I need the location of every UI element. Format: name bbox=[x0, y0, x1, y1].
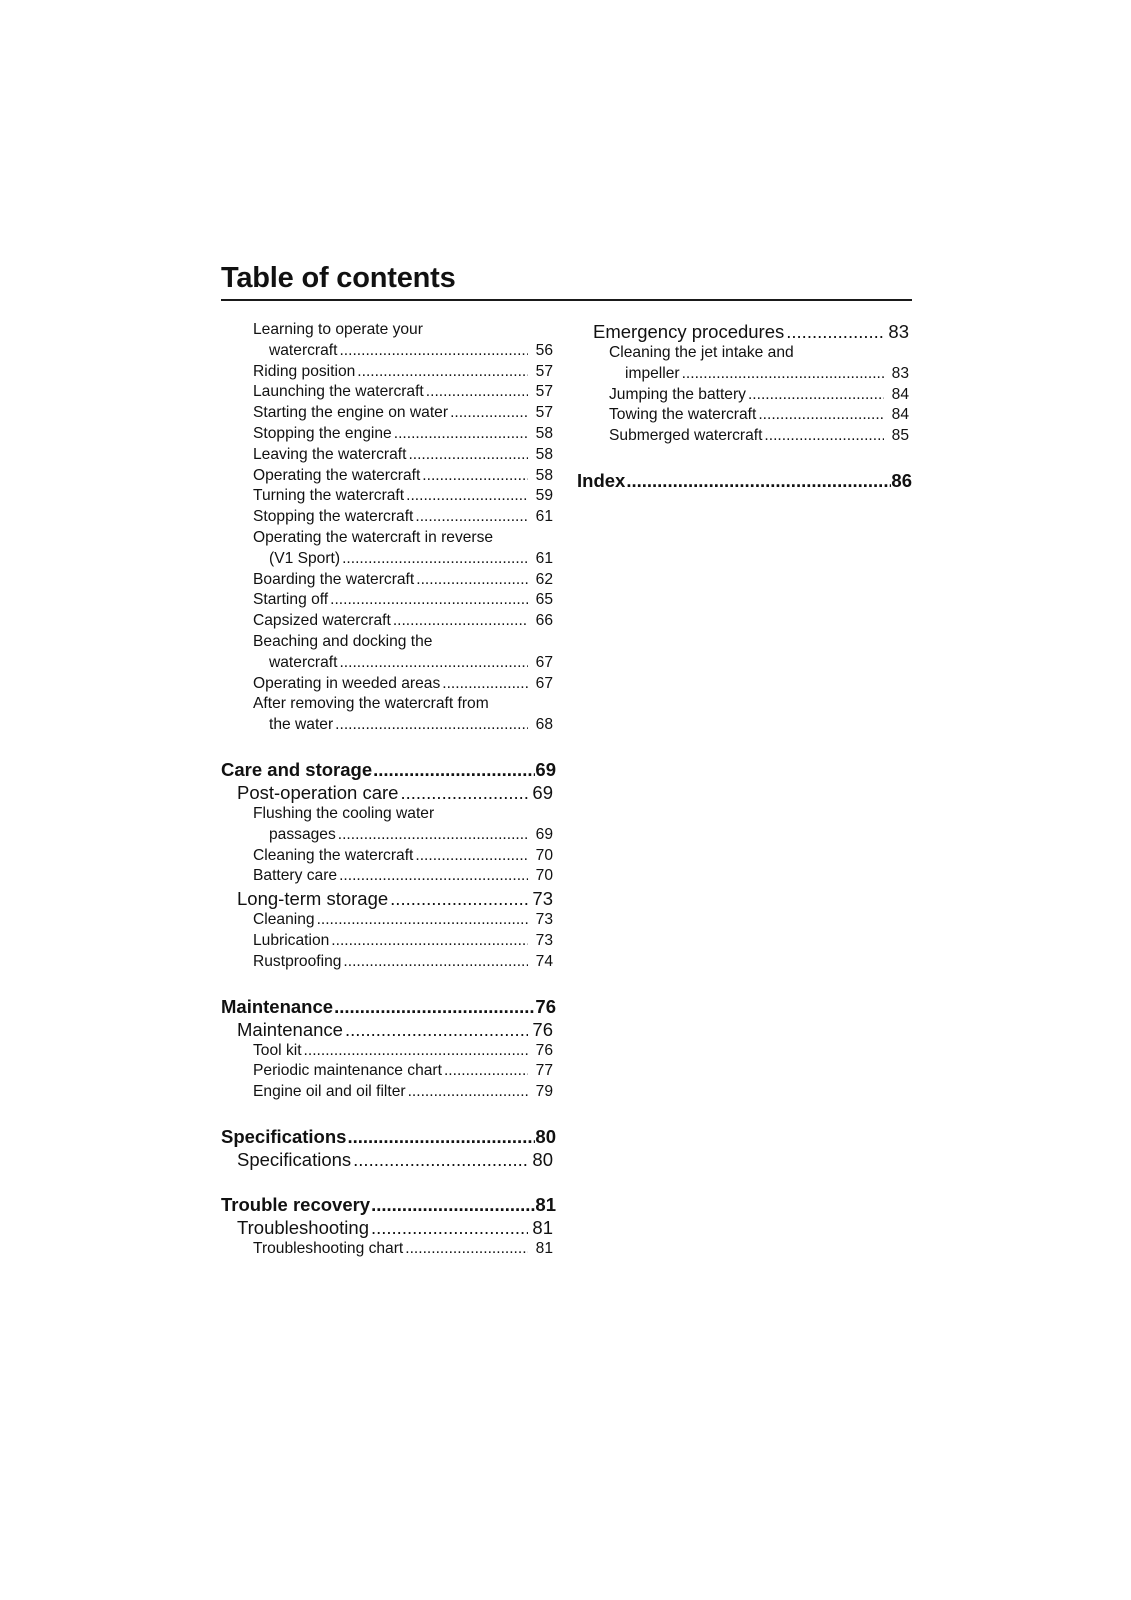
toc-entry-text: Care and storage bbox=[221, 758, 373, 780]
page-number: 61 bbox=[535, 549, 553, 567]
toc-entry-text: Tool kit bbox=[253, 1041, 302, 1059]
toc-entry-text: Battery care bbox=[253, 867, 338, 885]
leader-dots bbox=[408, 445, 528, 466]
leader-dots bbox=[406, 486, 528, 507]
toc-subsection[interactable] bbox=[221, 570, 556, 591]
page-number: 83 bbox=[888, 321, 909, 342]
page-number: 65 bbox=[535, 591, 553, 609]
toc-entry-text: Riding position bbox=[253, 362, 356, 380]
page-number: 57 bbox=[535, 362, 553, 380]
page-number: 67 bbox=[535, 653, 553, 671]
toc-entry-text: Maintenance bbox=[237, 1018, 343, 1040]
toc-entry-text: Capsized watercraft bbox=[253, 612, 391, 630]
leader-dots bbox=[416, 570, 528, 591]
page-number: 69 bbox=[535, 758, 556, 780]
toc-subsection[interactable] bbox=[221, 445, 556, 466]
toc-subsection[interactable] bbox=[221, 466, 556, 487]
toc-subsection[interactable] bbox=[221, 590, 556, 611]
toc-subsection[interactable] bbox=[221, 1061, 556, 1082]
leader-dots bbox=[371, 1193, 535, 1216]
toc-entry-text: Specifications bbox=[221, 1125, 347, 1147]
toc-chapter[interactable] bbox=[577, 469, 912, 492]
toc-entry-text: impeller bbox=[625, 364, 680, 382]
page-number: 73 bbox=[535, 911, 553, 929]
toc-entry-text: Flushing the cooling water bbox=[253, 804, 435, 822]
toc-entry-text: Operating in weeded areas bbox=[253, 674, 441, 692]
toc-entry-text: Cleaning bbox=[253, 911, 315, 929]
page-number: 58 bbox=[535, 445, 553, 463]
toc-subsection[interactable] bbox=[577, 405, 912, 426]
toc-entry-text: Rustproofing bbox=[253, 952, 342, 970]
toc-subsection[interactable] bbox=[221, 952, 556, 973]
toc-subsection[interactable] bbox=[221, 362, 556, 383]
toc-entry-text: After removing the watercraft from bbox=[253, 695, 489, 713]
leader-dots bbox=[415, 507, 528, 528]
page-number: 57 bbox=[535, 383, 553, 401]
toc-section[interactable] bbox=[221, 781, 556, 804]
toc-entry-text: Troubleshooting chart bbox=[253, 1239, 404, 1257]
page-number: 70 bbox=[535, 867, 553, 885]
toc-subsection[interactable] bbox=[221, 507, 556, 528]
toc-entry-text: Cleaning the watercraft bbox=[253, 846, 414, 864]
leader-dots bbox=[408, 1082, 528, 1103]
page-number: 76 bbox=[535, 1041, 553, 1059]
leader-dots bbox=[626, 469, 891, 492]
toc-entry-text: Cleaning the jet intake and bbox=[609, 344, 794, 361]
toc-entry-text: Emergency procedures bbox=[593, 321, 785, 342]
page-number: 76 bbox=[532, 1018, 553, 1040]
toc-subsection[interactable] bbox=[221, 403, 556, 424]
leader-dots bbox=[357, 362, 528, 383]
toc-subsection[interactable] bbox=[221, 632, 556, 674]
toc-subsection[interactable] bbox=[221, 320, 556, 362]
leader-dots bbox=[758, 405, 884, 426]
page-number: 58 bbox=[535, 424, 553, 442]
leader-dots bbox=[415, 846, 528, 867]
leader-dots bbox=[400, 781, 528, 804]
toc-subsection[interactable] bbox=[221, 1239, 556, 1260]
toc-subsection[interactable] bbox=[221, 424, 556, 445]
page-number: 76 bbox=[535, 995, 556, 1017]
toc-subsection[interactable] bbox=[221, 382, 556, 403]
toc-entry-text: Troubleshooting bbox=[237, 1216, 369, 1238]
leader-dots bbox=[335, 715, 528, 736]
toc-section[interactable] bbox=[221, 887, 556, 910]
toc-entry-text: Periodic maintenance chart bbox=[253, 1062, 442, 1080]
toc-subsection[interactable] bbox=[577, 343, 912, 385]
leader-dots bbox=[347, 1125, 535, 1148]
toc-entry-text: Index bbox=[577, 469, 626, 491]
page-number: 67 bbox=[535, 674, 553, 692]
leader-dots bbox=[422, 466, 528, 487]
toc-subsection[interactable] bbox=[221, 910, 556, 931]
leader-dots bbox=[334, 995, 535, 1018]
toc-entry-text: Starting off bbox=[253, 591, 329, 609]
page-number: 62 bbox=[535, 570, 553, 588]
toc-entry-text: passages bbox=[269, 825, 336, 843]
toc-entry-text: watercraft bbox=[269, 653, 338, 671]
leader-dots bbox=[339, 866, 528, 887]
section-gap bbox=[221, 973, 556, 995]
leader-dots bbox=[342, 549, 528, 570]
toc-subsection[interactable] bbox=[221, 1082, 556, 1103]
leader-dots bbox=[338, 825, 528, 846]
leader-dots bbox=[317, 910, 528, 931]
page-number: 83 bbox=[891, 364, 909, 382]
section-gap bbox=[221, 736, 556, 758]
page-number: 56 bbox=[535, 341, 553, 359]
toc-entry-text: Trouble recovery bbox=[221, 1193, 371, 1215]
toc-entry-text: Submerged watercraft bbox=[609, 427, 763, 445]
page-number: 73 bbox=[535, 931, 553, 949]
page-number: 80 bbox=[535, 1125, 556, 1147]
leader-dots bbox=[426, 382, 528, 403]
page-number: 77 bbox=[535, 1062, 553, 1080]
leader-dots bbox=[405, 1239, 528, 1260]
toc-entry-text: Beaching and docking the bbox=[253, 632, 433, 650]
toc-subsection[interactable] bbox=[221, 528, 556, 570]
toc-entry-text: Engine oil and oil filter bbox=[253, 1083, 406, 1101]
page-number: 59 bbox=[535, 487, 553, 505]
page-number: 69 bbox=[535, 825, 553, 843]
leader-dots bbox=[682, 364, 884, 385]
toc-entry-text: Post-operation care bbox=[237, 781, 399, 803]
toc-section[interactable] bbox=[221, 1148, 556, 1171]
toc-subsection[interactable] bbox=[221, 486, 556, 507]
page-number: 61 bbox=[535, 508, 553, 526]
page-number: 58 bbox=[535, 466, 553, 484]
toc-entry-text: Launching the watercraft bbox=[253, 383, 424, 401]
leader-dots bbox=[442, 674, 528, 695]
leader-dots bbox=[393, 611, 528, 632]
page-number: 86 bbox=[891, 469, 912, 491]
page-title: Table of contents bbox=[221, 262, 456, 294]
page-number: 84 bbox=[891, 406, 909, 424]
page-number: 66 bbox=[535, 612, 553, 630]
toc-entry-text: watercraft bbox=[269, 341, 338, 359]
page-number: 73 bbox=[532, 888, 553, 910]
toc-subsection[interactable] bbox=[221, 866, 556, 887]
section-gap bbox=[221, 1171, 556, 1193]
leader-dots bbox=[331, 931, 528, 952]
leader-dots bbox=[373, 758, 535, 781]
toc-entry-text: Leaving the watercraft bbox=[253, 445, 407, 463]
leader-dots bbox=[353, 1148, 528, 1171]
toc-subsection[interactable] bbox=[221, 804, 556, 846]
toc-entry-text: Specifications bbox=[237, 1148, 352, 1170]
toc-entry-text: Boarding the watercraft bbox=[253, 570, 415, 588]
page-number: 70 bbox=[535, 846, 553, 864]
leader-dots bbox=[304, 1041, 528, 1062]
leader-dots bbox=[786, 320, 884, 343]
toc-section[interactable] bbox=[577, 320, 912, 343]
toc-subsection[interactable] bbox=[221, 1041, 556, 1062]
toc-entry-text: Towing the watercraft bbox=[609, 406, 757, 424]
toc-entry-text: Operating the watercraft bbox=[253, 466, 421, 484]
page-number: 81 bbox=[535, 1193, 556, 1215]
toc-subsection[interactable] bbox=[577, 385, 912, 406]
page-number: 69 bbox=[532, 781, 553, 803]
toc-chapter[interactable] bbox=[221, 758, 556, 781]
leader-dots bbox=[450, 403, 528, 424]
page-number: 81 bbox=[535, 1239, 553, 1257]
leader-dots bbox=[371, 1216, 528, 1239]
toc-subsection[interactable] bbox=[221, 931, 556, 952]
page-number: 74 bbox=[535, 952, 553, 970]
toc-subsection[interactable] bbox=[221, 846, 556, 867]
leader-dots bbox=[764, 426, 884, 447]
leader-dots bbox=[339, 341, 528, 362]
toc-column-left bbox=[221, 320, 556, 1260]
leader-dots bbox=[748, 385, 884, 406]
page-number: 81 bbox=[532, 1216, 553, 1238]
toc-entry-text: the water bbox=[269, 716, 334, 734]
toc-entry-text: Lubrication bbox=[253, 931, 330, 949]
toc-chapter[interactable] bbox=[221, 1125, 556, 1148]
toc-entry-text: Turning the watercraft bbox=[253, 487, 405, 505]
toc-subsection[interactable] bbox=[221, 694, 556, 736]
leader-dots bbox=[343, 952, 528, 973]
page-number: 84 bbox=[891, 385, 909, 403]
section-gap bbox=[577, 447, 912, 469]
toc-entry-text: Stopping the engine bbox=[253, 424, 392, 442]
toc-subsection[interactable] bbox=[221, 611, 556, 632]
toc-entry-text: Jumping the battery bbox=[609, 385, 746, 403]
toc-entry-text: Operating the watercraft in reverse bbox=[253, 528, 494, 546]
leader-dots bbox=[339, 653, 528, 674]
toc-subsection[interactable] bbox=[221, 674, 556, 695]
page-number: 68 bbox=[535, 716, 553, 734]
page-number: 80 bbox=[532, 1148, 553, 1170]
toc-subsection[interactable] bbox=[577, 426, 912, 447]
page-number: 79 bbox=[535, 1083, 553, 1101]
toc-entry-text: Starting the engine on water bbox=[253, 404, 449, 422]
toc-entry-text: Maintenance bbox=[221, 995, 334, 1017]
leader-dots bbox=[345, 1018, 528, 1041]
toc-chapter[interactable] bbox=[221, 995, 556, 1018]
leader-dots bbox=[390, 887, 528, 910]
leader-dots bbox=[330, 590, 528, 611]
toc-column-right bbox=[577, 320, 912, 492]
toc-entry-text: Stopping the watercraft bbox=[253, 508, 414, 526]
leader-dots bbox=[444, 1061, 528, 1082]
toc-section[interactable] bbox=[221, 1018, 556, 1041]
toc-entry-text: (V1 Sport) bbox=[269, 549, 341, 567]
toc-section[interactable] bbox=[221, 1216, 556, 1239]
toc-entry-text: Long-term storage bbox=[237, 888, 389, 910]
leader-dots bbox=[394, 424, 528, 445]
section-gap bbox=[221, 1103, 556, 1125]
page-number: 85 bbox=[891, 427, 909, 445]
toc-entry-text: Learning to operate your bbox=[253, 321, 423, 338]
toc-chapter[interactable] bbox=[221, 1193, 556, 1216]
title-rule bbox=[221, 299, 912, 301]
page-number: 57 bbox=[535, 404, 553, 422]
